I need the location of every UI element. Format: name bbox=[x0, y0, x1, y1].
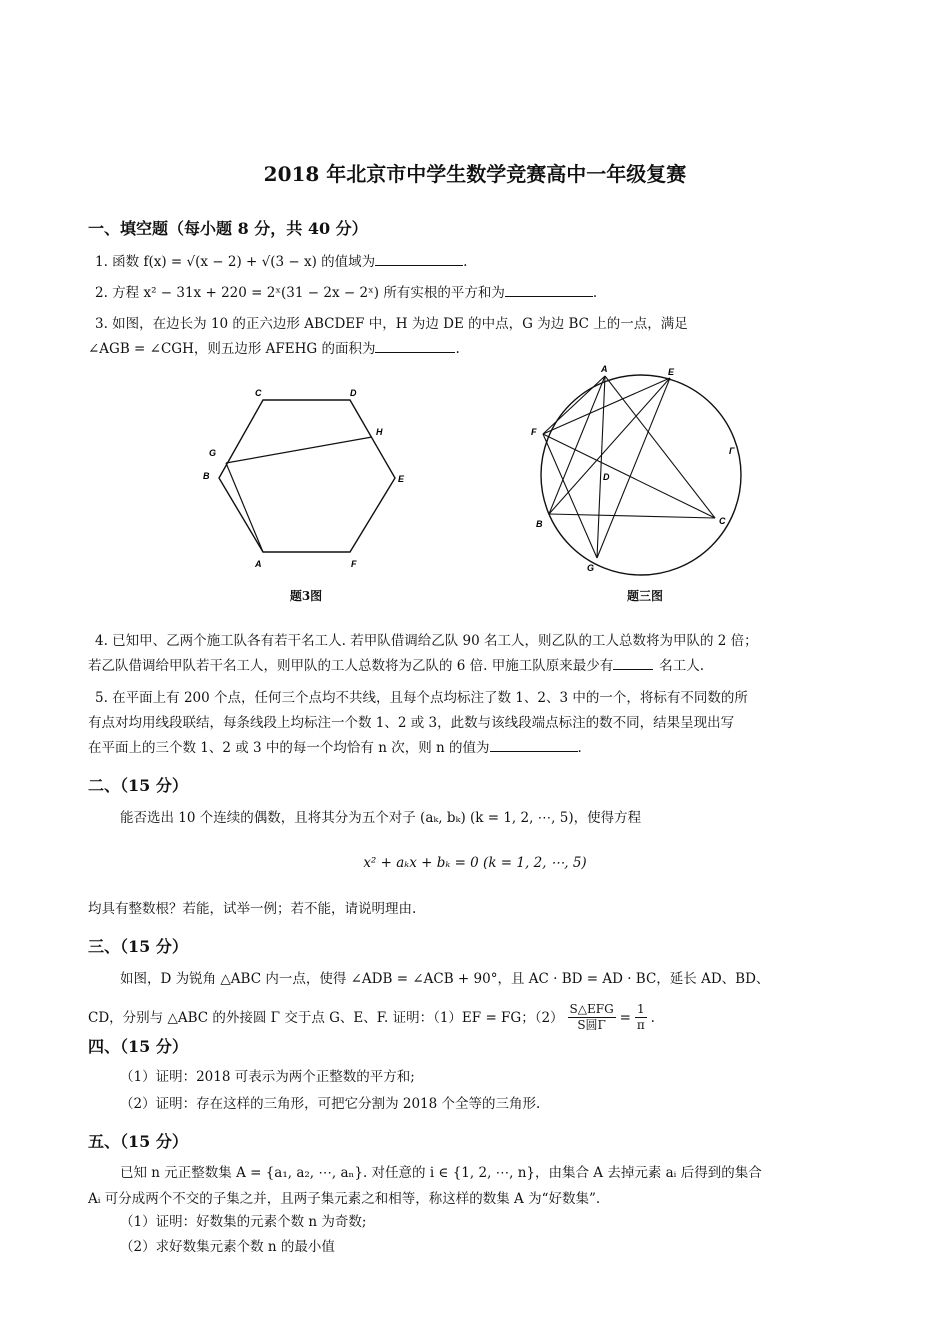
label-f: F bbox=[531, 427, 537, 437]
circle-figure bbox=[525, 362, 755, 580]
question-3-line2: ∠AGB = ∠CGH，则五边形 AFEHG 的面积为 bbox=[88, 341, 376, 357]
fraction-numerator: S△EFG bbox=[569, 1002, 614, 1016]
question-5-line3: 在平面上的三个数 1、2 或 3 中的每一个均恰有 n 次，则 n 的值为 bbox=[88, 740, 490, 756]
answer-blank bbox=[490, 737, 578, 752]
section5-item1: （1）证明：好数集的元素个数 n 为奇数; bbox=[120, 1214, 367, 1230]
section3-end: . bbox=[650, 1009, 655, 1026]
section1-heading: 一、填空题（每小题 8 分，共 40 分） bbox=[88, 219, 368, 238]
label-d: D bbox=[350, 388, 357, 398]
label-b: B bbox=[536, 519, 543, 529]
question-1-text: 1. 函数 f(x) = √(x − 2) + √(3 − x) 的值域为 bbox=[95, 254, 376, 270]
section2-heading: 二、（15 分） bbox=[88, 776, 188, 795]
label-g: G bbox=[587, 563, 595, 573]
hexagon-outline bbox=[219, 400, 395, 552]
section5-item2: （2）求好数集元素个数 n 的最小值 bbox=[120, 1239, 335, 1255]
section2-line2: 均具有整数根？若能，试举一例；若不能，请说明理由. bbox=[88, 901, 417, 917]
fraction-numerator: 1 bbox=[636, 1002, 645, 1016]
line-ab bbox=[549, 376, 605, 514]
label-h: H bbox=[376, 427, 383, 437]
question-2-end: . bbox=[592, 285, 598, 301]
label-d: D bbox=[603, 472, 610, 482]
section3-line2-row bbox=[88, 1002, 655, 1033]
question-4-cont bbox=[88, 655, 704, 677]
section4-item1: （1）证明：2018 可表示为两个正整数的平方和; bbox=[120, 1069, 415, 1085]
question-4-line2: 若乙队借调给甲队若干名工人，则甲队的工人总数将为乙队的 6 倍. 甲施工队原来最少有 bbox=[88, 658, 614, 674]
section2-equation: x² + aₖx + bₖ = 0 (k = 1, 2, ⋯, 5) bbox=[363, 855, 587, 871]
question-5-line1: 5. 在平面上有 200 个点，任何三个点均不共线，且每个点均标注了数 1、2、3 中的一个，将标有不同数的所 bbox=[95, 690, 748, 706]
section4-heading: 四、（15 分） bbox=[88, 1037, 188, 1056]
circumcircle bbox=[541, 375, 741, 575]
label-f: F bbox=[351, 559, 357, 569]
answer-blank bbox=[375, 338, 455, 353]
line-ag bbox=[597, 376, 605, 558]
label-a: A bbox=[601, 364, 608, 374]
question-2 bbox=[95, 282, 597, 304]
segment-gh bbox=[226, 437, 372, 463]
line-cf bbox=[543, 434, 715, 518]
fraction-one-over-pi bbox=[635, 1002, 647, 1033]
label-e: E bbox=[668, 367, 675, 377]
label-e: E bbox=[398, 474, 405, 484]
label-a: A bbox=[255, 559, 262, 569]
fraction-area-ratio bbox=[568, 1002, 616, 1033]
question-2-text: 2. 方程 x² − 31x + 220 = 2ˣ(31 − 2x − 2ˣ) 所有实根的平方和为 bbox=[95, 285, 505, 301]
question-1-end: . bbox=[463, 254, 468, 270]
section5-line2: Aᵢ 可分成两个不交的子集之并，且两子集元素之和相等，称这样的数集 A 为“好数集”. bbox=[88, 1191, 601, 1207]
label-c: C bbox=[255, 388, 262, 398]
hexagon-figure bbox=[195, 380, 425, 580]
line-bc bbox=[549, 514, 715, 518]
answer-blank bbox=[375, 251, 463, 266]
line-fg bbox=[543, 434, 597, 558]
question-5-line2: 有点对均用线段联结，每条线段上均标注一个数 1、2 或 3，此数与该线段端点标注的数不同，结果呈现出写 bbox=[88, 715, 735, 731]
segment-ga bbox=[226, 463, 263, 552]
fraction-denominator: π bbox=[636, 1018, 645, 1032]
question-4-line1: 4. 已知甲、乙两个施工队各有若干名工人. 若甲队借调给乙队 90 名工人，则乙队的工人总数将为甲队的 2 倍； bbox=[95, 633, 758, 649]
question-3-end: . bbox=[455, 341, 460, 357]
label-g: G bbox=[209, 448, 217, 458]
section4-item2: （2）证明：存在这样的三角形，可把它分割为 2018 个全等的三角形. bbox=[120, 1096, 541, 1112]
section3-line1: 如图，D 为锐角 △ABC 内一点，使得 ∠ADB = ∠ACB + 90°，且 AC · BD = AD · BC，延长 AD、BD、 bbox=[120, 971, 770, 987]
page-title: 2018 年北京市中学生数学竞赛高中一年级复赛 bbox=[263, 162, 687, 186]
section3-heading: 三、（15 分） bbox=[88, 937, 188, 956]
label-gamma: Γ bbox=[729, 446, 735, 456]
section2-line1: 能否选出 10 个连续的偶数，且将其分为五个对子 (aₖ, bₖ) (k = 1, 2, ⋯, 5)，使得方程 bbox=[120, 810, 642, 826]
answer-blank bbox=[613, 655, 653, 670]
fraction-denominator: S圆Γ bbox=[577, 1018, 606, 1032]
answer-blank bbox=[505, 282, 593, 297]
question-1 bbox=[95, 251, 467, 273]
question-3-cont bbox=[88, 338, 460, 360]
line-af bbox=[543, 376, 605, 434]
circle-caption: 题三图 bbox=[626, 589, 663, 603]
equals-sign: = bbox=[619, 1009, 631, 1026]
section3-line2: CD，分别与 △ABC 的外接圆 Γ 交于点 G、E、F. 证明：（1）EF = FG；（2） bbox=[88, 1009, 564, 1026]
section5-line1: 已知 n 元正整数集 A = {a₁, a₂, ⋯, aₙ}. 对任意的 i ∈ {1, 2, ⋯, n}，由集合 A 去掉元素 aᵢ 后得到的集合 bbox=[120, 1165, 762, 1181]
question-5-end: . bbox=[577, 740, 582, 756]
question-4-end: 名工人. bbox=[659, 658, 705, 674]
question-3 bbox=[95, 313, 865, 335]
question-5-cont bbox=[88, 737, 582, 759]
section5-heading: 五、（15 分） bbox=[88, 1132, 188, 1151]
question-3-line1: 3. 如图，在边长为 10 的正六边形 ABCDEF 中，H 为边 DE 的中点，G 为边 BC 上的一点，满足 bbox=[95, 316, 688, 332]
hexagon-caption: 题3图 bbox=[289, 589, 323, 603]
label-b: B bbox=[203, 471, 210, 481]
label-c: C bbox=[719, 516, 726, 526]
